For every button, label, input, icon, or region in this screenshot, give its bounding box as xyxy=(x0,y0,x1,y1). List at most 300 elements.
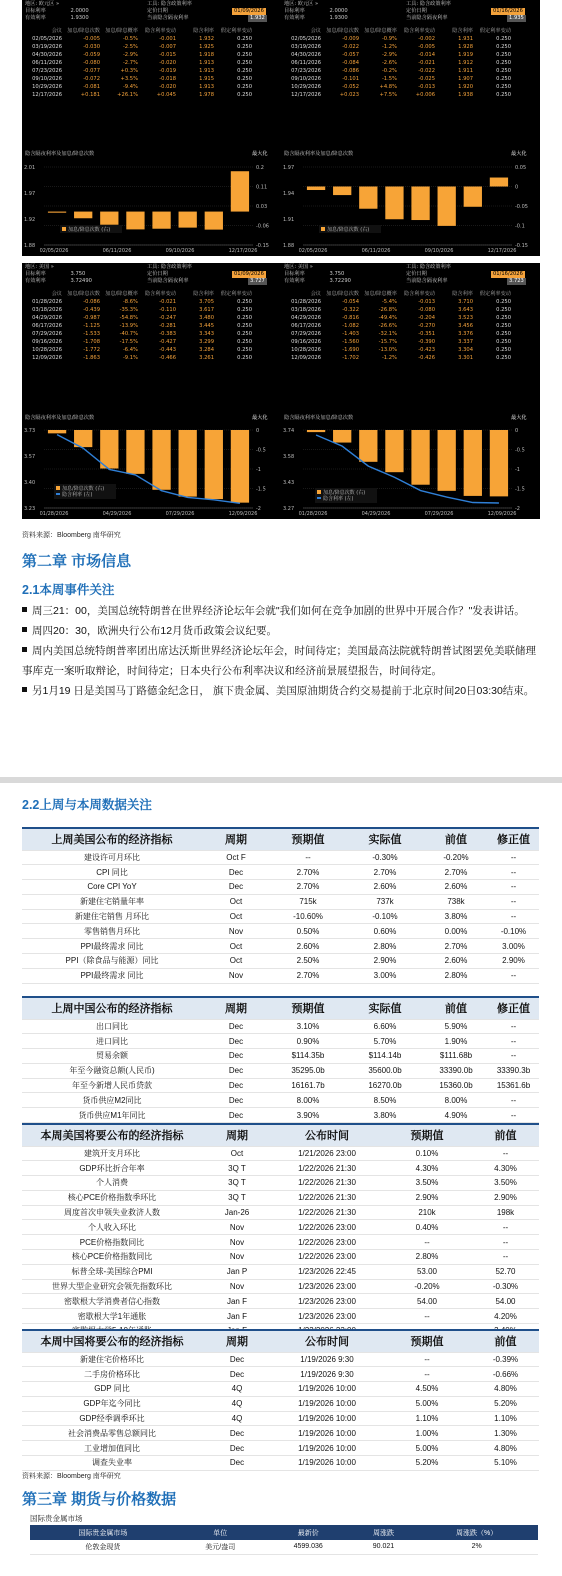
table-cell: 调查失业率 xyxy=(22,1456,202,1471)
table-cell: -- xyxy=(488,880,539,895)
table-cell: 54.00 xyxy=(382,1294,472,1309)
table-cell: $114.14b xyxy=(346,1049,424,1064)
meeting-table-header: 会议 加息/降息次数 加息/降息概率 隐含利率变动 隐含利率 假定利率变动 xyxy=(51,291,252,297)
table-row xyxy=(22,909,539,924)
count-bar xyxy=(48,430,66,433)
us-last-week-table xyxy=(22,827,539,984)
metals-cell: 伦敦金现货 xyxy=(30,1540,176,1554)
table-header-cell: 前值 xyxy=(472,1124,539,1146)
metals-header-cell: 单位 xyxy=(213,1529,228,1537)
table-cell: 15360.0b xyxy=(424,1078,488,1093)
figure-source: 资料来源：Bloomberg 南华研究 xyxy=(22,532,121,539)
right-tick-label: -2 xyxy=(256,506,261,512)
table-cell: Nov xyxy=(202,1250,272,1265)
table-cell: Nov xyxy=(202,1220,272,1235)
table-cell: 密歇根大学1年通胀 xyxy=(22,1309,202,1324)
table-cell: Jan F xyxy=(202,1294,272,1309)
table-row xyxy=(22,1108,539,1123)
x-tick-label: 07/29/2026 xyxy=(424,511,454,517)
table-cell: 1/23/2026 23:00 xyxy=(272,1294,382,1309)
legend-label: 加息/降息次数 (右) xyxy=(327,227,370,233)
table-cell: 0.10% xyxy=(382,1146,472,1161)
table-cell: 738k xyxy=(424,894,488,909)
table-cell: Nov xyxy=(202,968,270,983)
meeting-row: 12/17/2026 +0.023 +7.5% +0.006 1.938 0.250 xyxy=(291,92,511,98)
meeting-row: 07/23/2026 -0.086 -0.2% -0.022 1.911 0.250 xyxy=(291,68,511,74)
table-header-cell: 预期值 xyxy=(382,1124,472,1146)
table-cell: PPI最终需求 同比 xyxy=(22,968,202,983)
table-row xyxy=(22,1078,539,1093)
table-cell: 二手房价格环比 xyxy=(22,1367,202,1382)
rate-panel xyxy=(281,263,540,519)
chapter-3-title: 第三章 期货与价格数据 xyxy=(22,1491,177,1508)
left-tick-label: 1.92 xyxy=(24,217,36,223)
maximize-button[interactable]: 最大化 xyxy=(511,151,527,157)
chapter-2-title: 第二章 市场信息 xyxy=(22,553,132,570)
table-row xyxy=(22,865,539,880)
table-cell: 8.00% xyxy=(424,1093,488,1108)
right-tick-label: -0.5 xyxy=(256,447,266,454)
table-cell: 5.20% xyxy=(382,1456,472,1471)
table-header-cell: 前值 xyxy=(472,1330,539,1352)
count-bar xyxy=(100,430,118,468)
pricing-date-field[interactable]: 01/16/2026 xyxy=(493,271,523,277)
table-cell: 标普全球-美国综合PMI xyxy=(22,1264,202,1279)
metals-row xyxy=(30,1540,538,1554)
table-cell: 1.10% xyxy=(382,1411,472,1426)
x-tick-label: 12/09/2026 xyxy=(487,511,517,517)
meeting-row: 12/09/2026 -1.702 -1.2% -0.426 3.301 0.250 xyxy=(291,355,511,361)
table-cell: 进口同比 xyxy=(22,1034,202,1049)
table-cell: 52.70 xyxy=(472,1264,539,1279)
meeting-row: 04/30/2026 -0.057 -2.9% -0.014 1.919 0.250 xyxy=(291,52,511,58)
maximize-button[interactable]: 最大化 xyxy=(511,415,527,421)
table-header-row xyxy=(22,1124,539,1146)
table-cell: 3.80% xyxy=(346,1108,424,1123)
table-cell: 建筑开支月环比 xyxy=(22,1146,202,1161)
count-bar xyxy=(411,187,429,221)
legend-line-swatch xyxy=(56,493,60,495)
table-cell: 2.80% xyxy=(382,1250,472,1265)
table-cell: 年至今融资总额(人民币) xyxy=(22,1063,202,1078)
table-cell: 1/19/2026 10:00 xyxy=(272,1456,382,1471)
table-row xyxy=(22,1093,539,1108)
table-cell: Dec xyxy=(202,1078,270,1093)
table-cell: 1/19/2026 10:00 xyxy=(272,1426,382,1441)
meeting-row: 04/29/2026 -0.816 -49.4% -0.204 3.523 0.250 xyxy=(291,315,511,321)
table-row xyxy=(22,1049,539,1064)
table-cell: -0.39% xyxy=(472,1352,539,1367)
table-cell: -0.10% xyxy=(488,924,539,939)
event-bullets xyxy=(22,601,542,701)
table-cell: 2.70% xyxy=(424,939,488,954)
table-cell: -- xyxy=(382,1309,472,1324)
table-cell: 核心PCE价格指数同比 xyxy=(22,1250,202,1265)
x-tick-label: 12/17/2026 xyxy=(487,248,517,254)
count-bar xyxy=(359,430,377,462)
pricing-date-field[interactable]: 01/09/2026 xyxy=(234,8,264,14)
table-cell: Oct F xyxy=(202,850,270,865)
table-cell: -0.30% xyxy=(346,850,424,865)
count-bar xyxy=(464,187,482,207)
x-tick-label: 02/05/2026 xyxy=(39,248,69,254)
table-cell: Dec xyxy=(202,865,270,880)
meeting-table xyxy=(281,290,540,362)
table-cell: Dec xyxy=(202,880,270,895)
table-cell: 社会消费品零售总额同比 xyxy=(22,1426,202,1441)
panel-info-left: 地区: 美国 » 目标利率 3.750 有效利率 3.72290 xyxy=(284,264,351,284)
right-tick-label: -1.5 xyxy=(256,486,266,493)
rate-chart xyxy=(281,424,540,519)
legend-bar-swatch xyxy=(317,490,321,494)
metals-header-cell: 周涨跌 xyxy=(372,1529,394,1537)
table-cell: 198k xyxy=(472,1205,539,1220)
right-tick-label: -0.06 xyxy=(256,223,269,230)
count-bar xyxy=(231,171,249,211)
table-cell: 2.90% xyxy=(472,1190,539,1205)
panel-info-left: 地区: 美国 » 目标利率 3.750 有效利率 3.72490 xyxy=(25,264,92,284)
table-header-cell: 上周美国公布的经济指标 xyxy=(22,828,202,850)
count-bar xyxy=(438,430,456,491)
count-bar xyxy=(359,187,377,209)
table-cell: 3.50% xyxy=(382,1176,472,1191)
table-header-cell: 公布时间 xyxy=(272,1330,382,1352)
meeting-row: 06/11/2026 -0.080 -2.7% -0.020 1.913 0.250 xyxy=(32,60,252,66)
table-header-cell: 周期 xyxy=(202,1330,272,1352)
table-cell: -- xyxy=(488,968,539,983)
rate-chart xyxy=(281,161,540,256)
legend-bar-swatch xyxy=(56,486,60,490)
current-rate-field: 1.935 xyxy=(509,15,524,21)
table-cell: 737k xyxy=(346,894,424,909)
table-cell: Oct xyxy=(202,939,270,954)
table-cell: 2.70% xyxy=(346,865,424,880)
table-row xyxy=(22,1146,539,1161)
legend-bar-swatch xyxy=(321,227,325,231)
table-row xyxy=(22,1190,539,1205)
table-cell: 2.70% xyxy=(270,880,346,895)
table-cell: 1/23/2026 23:00 xyxy=(272,1309,382,1324)
meeting-row: 12/09/2026 -1.863 -9.1% -0.466 3.261 0.250 xyxy=(32,355,252,361)
table-cell: 1/23/2026 22:45 xyxy=(272,1264,382,1279)
table-cell: 35295.0b xyxy=(270,1063,346,1078)
rate-chart xyxy=(22,161,281,256)
table-header-row xyxy=(22,1330,539,1352)
table-cell: 1/21/2026 23:00 xyxy=(272,1146,382,1161)
table-cell: 1.00% xyxy=(382,1426,472,1441)
table-cell: 1/19/2026 10:00 xyxy=(272,1441,382,1456)
table-cell: 核心PCE价格指数季环比 xyxy=(22,1190,202,1205)
table-header-cell: 预期值 xyxy=(382,1330,472,1352)
table-cell: 3Q T xyxy=(202,1176,272,1191)
table-cell: 新建住宅销量年率 xyxy=(22,894,202,909)
table-cell: 3.50% xyxy=(472,1176,539,1191)
table-row xyxy=(22,1441,539,1456)
table-cell: 2.90% xyxy=(488,954,539,969)
table-cell: -- xyxy=(472,1250,539,1265)
table-cell: -- xyxy=(270,850,346,865)
right-tick-label: 0 xyxy=(515,428,519,434)
meeting-table xyxy=(281,27,540,99)
table-cell: -0.20% xyxy=(424,850,488,865)
table-cell: 35600.0b xyxy=(346,1063,424,1078)
table-cell: 2.70% xyxy=(270,968,346,983)
meeting-row: 06/11/2026 -0.084 -2.6% -0.021 1.912 0.250 xyxy=(291,60,511,66)
table-cell: 1/19/2026 10:00 xyxy=(272,1411,382,1426)
right-tick-label: -1.5 xyxy=(515,486,525,493)
table-row xyxy=(22,1176,539,1191)
right-tick-label: -0.15 xyxy=(515,243,528,249)
legend-label: 加息/降息次数 (右) xyxy=(62,486,105,492)
pricing-date-field[interactable]: 01/16/2026 xyxy=(493,8,523,14)
table-cell: 3.90% xyxy=(270,1108,346,1123)
count-bar xyxy=(333,430,351,443)
x-tick-label: 04/29/2026 xyxy=(361,511,391,517)
right-tick-label: 0.2 xyxy=(256,165,264,171)
left-tick-label: 1.88 xyxy=(24,243,36,249)
table-cell: 1/22/2026 21:30 xyxy=(272,1205,382,1220)
table-cell: 1.10% xyxy=(472,1411,539,1426)
table-cell: Nov xyxy=(202,1235,272,1250)
left-tick-label: 3.43 xyxy=(283,480,295,486)
metals-cell: 90.021 xyxy=(352,1540,416,1554)
meeting-row: 10/28/2026 -1.772 -6.4% -0.443 3.284 0.250 xyxy=(32,347,252,353)
left-tick-label: 3.58 xyxy=(283,454,295,460)
table-header-cell: 上周中国公布的经济指标 xyxy=(22,997,202,1019)
count-bar xyxy=(333,187,351,196)
table-cell: 4Q xyxy=(202,1382,272,1397)
table-cell: 715k xyxy=(270,894,346,909)
meeting-row: 09/10/2026 -0.072 +3.5% -0.018 1.915 0.250 xyxy=(32,76,252,82)
table-cell: CPI 同比 xyxy=(22,865,202,880)
meeting-row: 01/28/2026 -0.086 -8.6% -0.021 3.705 0.250 xyxy=(32,299,252,305)
table-header-row xyxy=(22,828,539,850)
table-cell: 周度首次申领失业救济人数 xyxy=(22,1205,202,1220)
table-cell: 2.60% xyxy=(270,939,346,954)
chart-title: 隐含隔夜利率及加息/降息次数 xyxy=(25,415,95,421)
right-tick-label: 0.05 xyxy=(515,165,527,171)
table-row xyxy=(22,1235,539,1250)
table-row xyxy=(22,968,539,983)
x-tick-label: 01/28/2026 xyxy=(298,511,328,517)
table-cell: Nov xyxy=(202,1279,272,1294)
table-row xyxy=(22,1352,539,1367)
bullet-item: 周内美国总统特朗普率团出席达沃斯世界经济论坛年会，时间待定；美国最高法院就特朗普试图罢免美联储理事库克一案听取辩论，时间待定；日本央行公布利率决议和经济前景展望报告，时间待定。 xyxy=(22,645,536,677)
table-cell: 4.30% xyxy=(472,1161,539,1176)
metals-cell: 2% xyxy=(415,1540,538,1554)
table-cell: 2.70% xyxy=(270,865,346,880)
table-source: 资料来源：Bloomberg 南华研究 xyxy=(22,1473,121,1480)
table-cell: 货币供应M2同比 xyxy=(22,1093,202,1108)
right-tick-label: -2 xyxy=(515,506,520,512)
x-tick-label: 12/17/2026 xyxy=(228,248,258,254)
table-cell: -- xyxy=(488,850,539,865)
section-2-1-title: 2.1本周事件关注 xyxy=(22,583,115,597)
table-cell: 3.00% xyxy=(346,968,424,983)
table-cell: -0.30% xyxy=(472,1279,539,1294)
x-tick-label: 09/10/2026 xyxy=(424,248,454,254)
table-cell: 2.60% xyxy=(424,954,488,969)
table-row xyxy=(22,1367,539,1382)
right-tick-label: 0.03 xyxy=(256,204,268,210)
table-cell: 8.50% xyxy=(346,1093,424,1108)
pricing-date-field[interactable]: 01/09/2026 xyxy=(234,271,264,277)
table-cell: Core CPI YoY xyxy=(22,880,202,895)
table-cell: -- xyxy=(472,1146,539,1161)
left-tick-label: 2.01 xyxy=(24,165,36,171)
x-tick-label: 06/11/2026 xyxy=(102,248,132,254)
table-cell: 个人消费 xyxy=(22,1176,202,1191)
meeting-table-header: 会议 加息/降息次数 加息/降息概率 隐含利率变动 隐含利率 假定利率变动 xyxy=(310,28,511,34)
table-cell: -- xyxy=(488,1108,539,1123)
count-bar xyxy=(126,430,144,474)
table-cell: 4Q xyxy=(202,1411,272,1426)
count-bar xyxy=(385,430,403,472)
table-header-cell: 周期 xyxy=(202,997,270,1019)
metals-header-cell: 国际贵金属市场 xyxy=(78,1529,128,1537)
table-cell: -- xyxy=(488,1049,539,1064)
left-tick-label: 1.94 xyxy=(283,191,295,197)
table-cell: PPI最终需求 同比 xyxy=(22,939,202,954)
right-tick-label: -1 xyxy=(515,467,520,473)
table-cell: 2.90% xyxy=(346,954,424,969)
rate-panel xyxy=(22,263,281,519)
count-bar xyxy=(48,212,66,213)
meeting-row: 09/16/2026 -1.560 -15.7% -0.390 3.337 0.250 xyxy=(291,339,511,345)
count-bar xyxy=(74,212,92,219)
meeting-table xyxy=(22,27,281,99)
table-cell: 4.20% xyxy=(472,1309,539,1324)
meeting-row: 02/05/2026 -0.005 -0.5% -0.001 1.932 0.250 xyxy=(32,36,252,42)
table-cell: 4.30% xyxy=(382,1161,472,1176)
count-bar xyxy=(152,430,170,490)
table-cell: Dec xyxy=(202,1093,270,1108)
table-header-cell: 公布时间 xyxy=(272,1124,382,1146)
meeting-row: 09/10/2026 -0.101 -1.5% -0.025 1.907 0.250 xyxy=(291,76,511,82)
table-cell: 新建住宅价格环比 xyxy=(22,1352,202,1367)
bullet-icon xyxy=(22,607,27,612)
table-row xyxy=(22,1382,539,1397)
left-tick-label: 1.91 xyxy=(283,217,295,223)
table-cell: 3Q T xyxy=(202,1161,272,1176)
count-bar xyxy=(307,187,325,191)
metals-header-cell: 最新价 xyxy=(297,1529,319,1537)
table-cell: Oct xyxy=(202,1146,272,1161)
meeting-row: 03/19/2026 -0.022 -1.2% -0.005 1.928 0.250 xyxy=(291,44,511,50)
right-tick-label: 0.11 xyxy=(256,184,268,191)
page-2 xyxy=(0,783,562,1576)
table-row xyxy=(22,1426,539,1441)
table-cell: 货币供应M1年同比 xyxy=(22,1108,202,1123)
table-cell: Jan-26 xyxy=(202,1205,272,1220)
table-cell: -- xyxy=(382,1352,472,1367)
table-row xyxy=(22,894,539,909)
table-cell: PCE价格指数同比 xyxy=(22,1235,202,1250)
left-tick-label: 3.74 xyxy=(283,428,295,434)
meeting-table xyxy=(22,290,281,362)
maximize-button[interactable]: 最大化 xyxy=(252,151,268,157)
table-cell: 建设许可月环比 xyxy=(22,850,202,865)
maximize-button[interactable]: 最大化 xyxy=(252,415,268,421)
meeting-row: 04/29/2026 -0.987 -54.8% -0.247 3.480 0.250 xyxy=(32,315,252,321)
table-cell: 1/19/2026 10:00 xyxy=(272,1396,382,1411)
count-bar xyxy=(205,212,223,230)
table-header-cell: 实际值 xyxy=(346,828,424,850)
table-cell: 5.20% xyxy=(472,1396,539,1411)
meeting-row: 06/17/2026 -1.125 -13.9% -0.281 3.445 0.250 xyxy=(32,323,252,329)
table-cell: 0.50% xyxy=(270,924,346,939)
table-cell: 新建住宅销售 月环比 xyxy=(22,909,202,924)
table-cell: 密歇根大学消费者信心指数 xyxy=(22,1294,202,1309)
count-bar xyxy=(490,178,508,187)
table-cell: $111.68b xyxy=(424,1049,488,1064)
table-cell: $114.35b xyxy=(270,1049,346,1064)
table-cell: Jan P xyxy=(202,1264,272,1279)
table-row xyxy=(22,1279,539,1294)
table-row xyxy=(22,1456,539,1471)
count-bar xyxy=(152,212,170,229)
legend-label: 隐含利率 (左) xyxy=(62,492,93,498)
table-cell: Oct xyxy=(202,894,270,909)
table-row xyxy=(22,1063,539,1078)
metals-caption: 国际贵金属市场 xyxy=(30,1514,83,1523)
table-cell: Dec xyxy=(202,1019,270,1034)
table-cell: GDP年迄今同比 xyxy=(22,1396,202,1411)
table-cell: 2.50% xyxy=(270,954,346,969)
table-cell: 0.60% xyxy=(346,924,424,939)
table-cell: 1/22/2026 21:30 xyxy=(272,1190,382,1205)
table-cell: Oct xyxy=(202,909,270,924)
bullet-icon xyxy=(22,647,27,652)
table-cell: -- xyxy=(488,1093,539,1108)
table-cell: -0.66% xyxy=(472,1367,539,1382)
table-cell: 1/22/2026 23:00 xyxy=(272,1220,382,1235)
current-rate-field: 1.932 xyxy=(250,15,265,21)
left-tick-label: 3.27 xyxy=(283,506,295,512)
right-tick-label: -1 xyxy=(256,467,261,473)
panel-info-right: 工具: 隐含政策利率 定价日期 当前隐含隔夜利率 xyxy=(406,1,451,21)
table-cell: 0.40% xyxy=(382,1220,472,1235)
table-row xyxy=(22,1019,539,1034)
x-tick-label: 01/28/2026 xyxy=(39,511,69,517)
china-last-week-table xyxy=(22,996,539,1123)
meeting-row: 03/18/2026 -0.322 -26.8% -0.080 3.643 0.250 xyxy=(291,307,511,313)
bullet-item: 周四20：30，欧洲央行公布12月货币政策会议纪要。 xyxy=(22,621,542,641)
table-cell: 1/19/2026 10:00 xyxy=(272,1382,382,1397)
metals-cell: 美元/盎司 xyxy=(176,1540,265,1554)
table-cell: 个人收入环比 xyxy=(22,1220,202,1235)
table-cell: 16161.7b xyxy=(270,1078,346,1093)
meeting-row: 12/17/2026 +0.181 +26.1% +0.045 1.978 0.250 xyxy=(32,92,252,98)
count-bar xyxy=(464,430,482,496)
table-cell: 4.90% xyxy=(424,1108,488,1123)
table-cell: 5.00% xyxy=(382,1441,472,1456)
bullet-icon xyxy=(22,627,27,632)
meeting-row: 09/16/2026 -1.708 -17.5% -0.427 3.299 0.250 xyxy=(32,339,252,345)
legend-label: 加息/降息次数 (右) xyxy=(323,490,366,496)
table-header-cell: 本周美国将要公布的经济指标 xyxy=(22,1124,202,1146)
table-cell: Dec xyxy=(202,1367,272,1382)
table-cell: -- xyxy=(488,909,539,924)
panel-info-right: 工具: 隐含政策利率 定价日期 当前隐含隔夜利率 xyxy=(406,264,451,284)
table-cell: -- xyxy=(472,1235,539,1250)
right-tick-label: -0.05 xyxy=(515,204,528,210)
count-bar xyxy=(307,430,325,432)
table-header-cell: 前值 xyxy=(424,828,488,850)
table-row xyxy=(22,1034,539,1049)
table-cell: -- xyxy=(382,1367,472,1382)
table-header-cell: 修正值 xyxy=(488,828,539,850)
